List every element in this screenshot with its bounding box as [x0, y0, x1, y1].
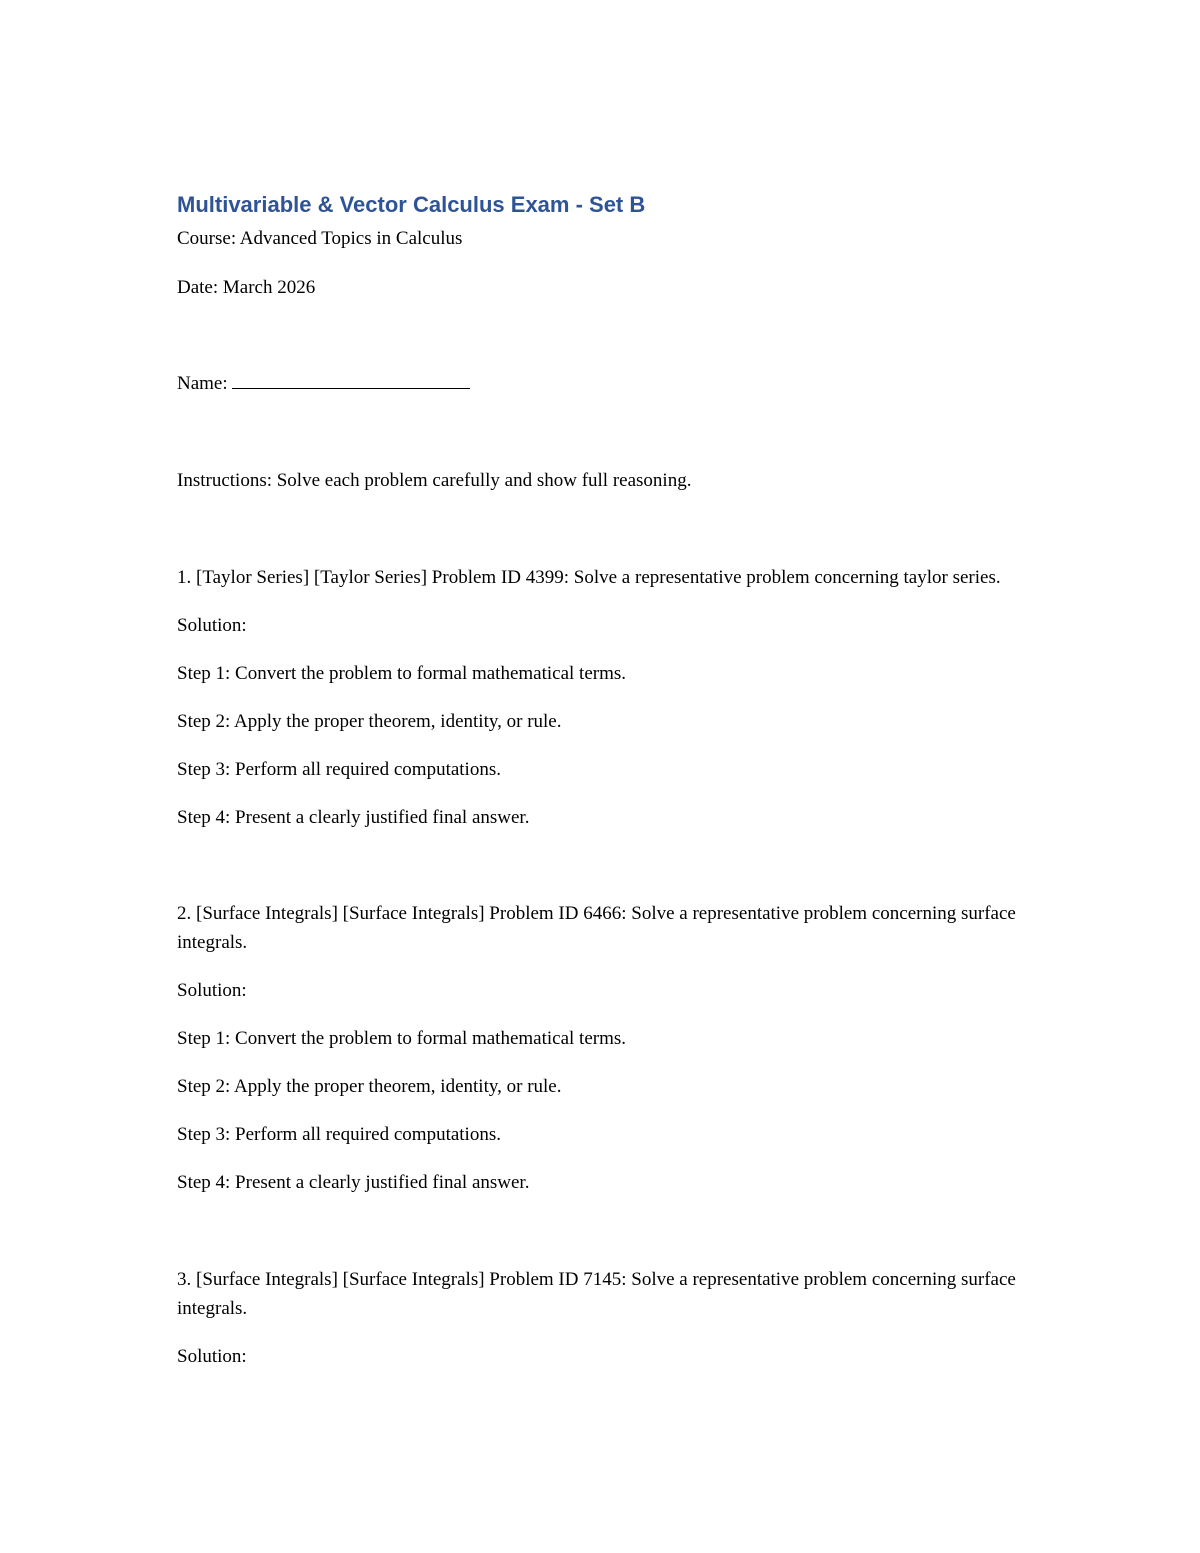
document-content — [177, 190, 1027, 1371]
problem-3-solution-label: Solution: — [177, 1346, 247, 1367]
name-line — [177, 369, 1027, 398]
problem-1-step-3: Step 3: Perform all required computations. — [177, 759, 501, 780]
date-line: Date: March 2026 — [177, 277, 316, 298]
problem-2-step-1: Step 1: Convert the problem to formal mathematical terms. — [177, 1028, 627, 1049]
instructions-line: Instructions: Solve each problem carefully and show full reasoning. — [177, 470, 692, 491]
problem-2-solution-label: Solution: — [177, 980, 247, 1001]
problem-2-step-3: Step 3: Perform all required computations. — [177, 1124, 501, 1145]
problem-2-text: 2. [Surface Integrals] [Surface Integrals] Problem ID 6466: Solve a representative problem concerning surface integrals. — [177, 903, 1016, 953]
problem-2-step-2: Step 2: Apply the proper theorem, identity, or rule. — [177, 1076, 562, 1097]
problem-2-step-4: Step 4: Present a clearly justified final answer. — [177, 1172, 530, 1193]
name-blank — [232, 370, 470, 389]
problem-1-text: 1. [Taylor Series] [Taylor Series] Problem ID 4399: Solve a representative problem concerning taylor series. — [177, 567, 1001, 588]
course-line: Course: Advanced Topics in Calculus — [177, 228, 463, 249]
problem-3-text: 3. [Surface Integrals] [Surface Integrals] Problem ID 7145: Solve a representative problem concerning surface integrals. — [177, 1269, 1016, 1319]
problem-1-step-2: Step 2: Apply the proper theorem, identity, or rule. — [177, 711, 562, 732]
problem-1-step-4: Step 4: Present a clearly justified final answer. — [177, 807, 530, 828]
problem-1-step-1: Step 1: Convert the problem to formal mathematical terms. — [177, 663, 627, 684]
exam-title: Multivariable & Vector Calculus Exam - Set B — [177, 192, 646, 217]
name-label: Name: — [177, 373, 228, 394]
problem-1-solution-label: Solution: — [177, 615, 247, 636]
